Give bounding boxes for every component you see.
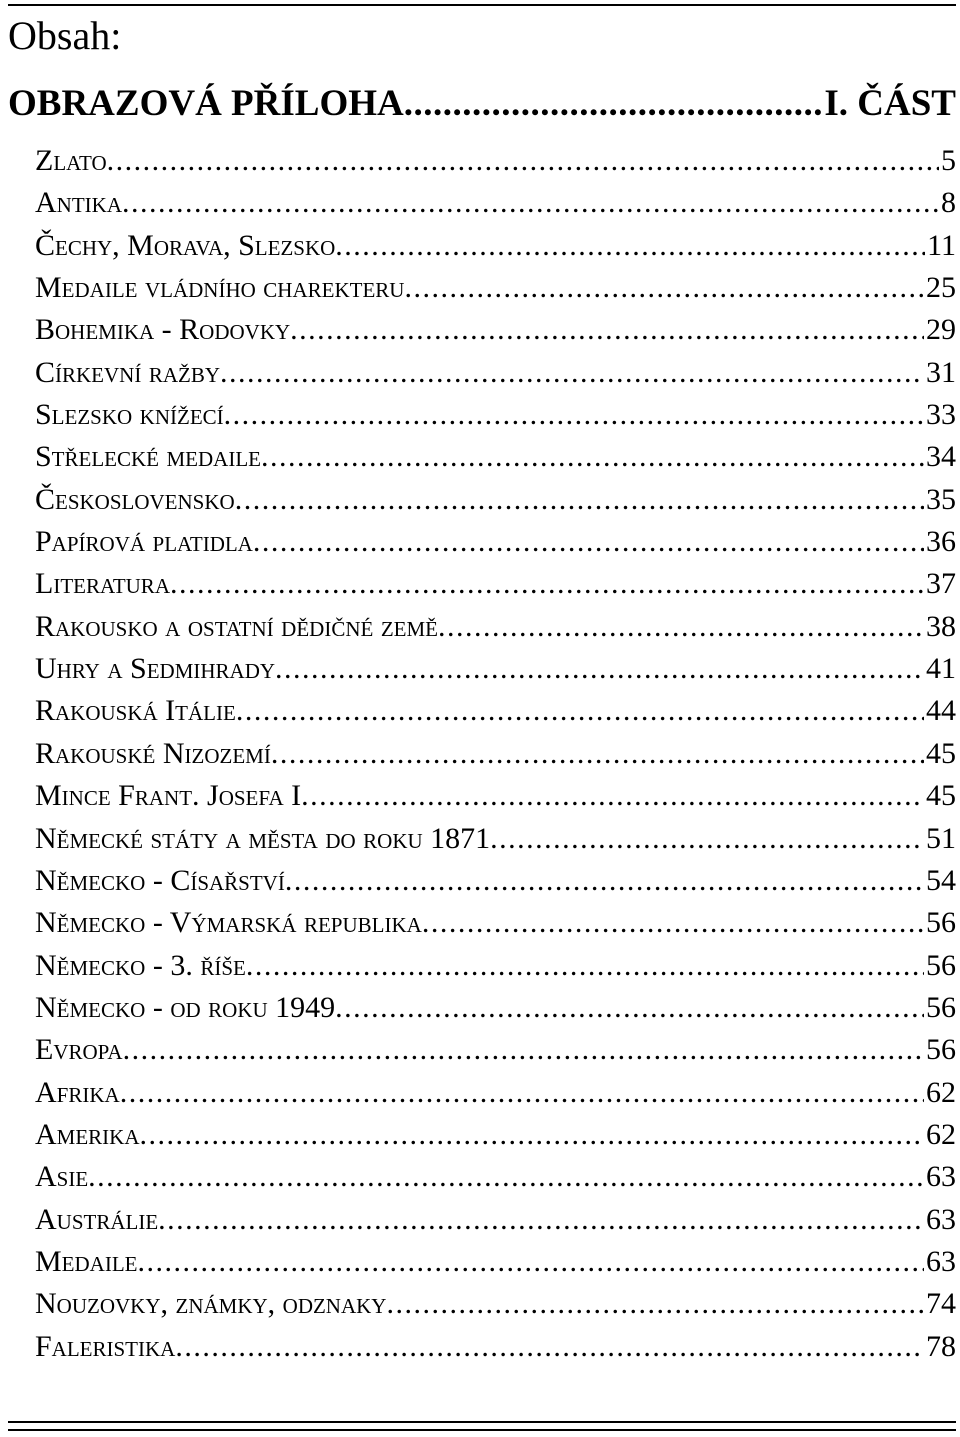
toc-entry[interactable] (35, 733, 956, 775)
toc-entry-page: 34 (926, 440, 956, 474)
toc-entry-title: Antika (35, 186, 122, 220)
toc-entry-title: Slezsko knížecí (35, 398, 224, 432)
toc-entry-page: 56 (926, 990, 956, 1024)
toc-entry-page: 25 (926, 271, 956, 305)
toc-entry-leader (235, 479, 924, 521)
toc-entry-title: Německo - Císařství (35, 863, 285, 897)
bottom-rule (8, 1421, 956, 1423)
toc-section-title: OBRAZOVÁ PŘÍLOHA (8, 83, 404, 124)
toc-entry[interactable] (35, 182, 956, 224)
toc-entry-leader (175, 1326, 924, 1368)
toc-entry[interactable] (35, 987, 956, 1029)
toc-entry-page: 63 (926, 1244, 956, 1278)
toc-entry-page: 63 (926, 1160, 956, 1194)
toc-entry-title: Nouzovky, známky, odznaky (35, 1287, 387, 1321)
toc-entry-title: Afrika (35, 1075, 120, 1109)
toc-entry[interactable] (35, 1156, 956, 1198)
toc-entry[interactable] (35, 267, 956, 309)
toc-entry[interactable] (35, 563, 956, 605)
toc-entry-title: Církevní ražby (35, 355, 220, 389)
toc-entry-title: Austrálie (35, 1202, 159, 1236)
toc-entry-page: 56 (926, 1033, 956, 1067)
toc-list (35, 140, 956, 1368)
toc-entry[interactable] (35, 775, 956, 817)
toc-section-leader (404, 78, 823, 130)
toc-entry-title: Bohemika - Rodovky (35, 313, 291, 347)
toc-entry-title: Rakouské Nizozemí (35, 736, 271, 770)
toc-entry[interactable] (35, 648, 956, 690)
toc-entry-leader (335, 225, 925, 267)
toc-entry-title: Střelecké medaile (35, 440, 261, 474)
toc-entry-page: 51 (926, 821, 956, 855)
toc-entry-page: 62 (926, 1117, 956, 1151)
toc-entry-leader (107, 140, 939, 182)
toc-entry[interactable] (35, 352, 956, 394)
toc-entry-leader (170, 563, 924, 605)
toc-entry[interactable] (35, 1283, 956, 1325)
toc-entry[interactable] (35, 690, 956, 732)
toc-entry[interactable] (35, 309, 956, 351)
toc-entry[interactable] (35, 1114, 956, 1156)
toc-entry[interactable] (35, 521, 956, 563)
toc-entry-title: Papírová platidla (35, 525, 253, 559)
toc-entry-title: Rakouská Itálie (35, 694, 236, 728)
toc-entry[interactable] (35, 860, 956, 902)
toc-entry-page: 74 (926, 1287, 956, 1321)
toc-entry-title: Československo (35, 482, 235, 516)
toc-entry-leader (290, 309, 924, 351)
toc-entry-leader (88, 1156, 924, 1198)
toc-entry-leader (271, 733, 924, 775)
toc-entry-title: Německo - Výmarská republika (35, 906, 422, 940)
toc-entry-page: 78 (926, 1329, 956, 1363)
toc-entry-leader (404, 267, 924, 309)
toc-entry[interactable] (35, 479, 956, 521)
toc-entry-title: Mince Frant. Josefa I (35, 779, 302, 813)
toc-entry-page: 33 (926, 398, 956, 432)
toc-entry-page: 54 (926, 863, 956, 897)
toc-entry[interactable] (35, 902, 956, 944)
toc-entry[interactable] (35, 818, 956, 860)
toc-entry-leader (275, 648, 924, 690)
toc-entry-leader (158, 1199, 924, 1241)
toc-entry-title: Rakousko a ostatní dědičné země (35, 609, 438, 643)
toc-entry-leader (137, 1241, 924, 1283)
toc-entry-leader (220, 352, 924, 394)
toc-entry-title: Německo - 3. říše (35, 948, 246, 982)
toc-entry-title: Německé státy a města do roku 1871 (35, 821, 491, 855)
toc-entry-page: 31 (926, 355, 956, 389)
toc-entry-page: 62 (926, 1075, 956, 1109)
toc-entry-page: 63 (926, 1202, 956, 1236)
toc-entry-leader (422, 902, 924, 944)
toc-entry-title: Uhry a Sedmihrady (35, 652, 276, 686)
toc-entry[interactable] (35, 1199, 956, 1241)
toc-entry[interactable] (35, 1072, 956, 1114)
toc-entry-title: Amerika (35, 1117, 140, 1151)
toc-entry[interactable] (35, 1326, 956, 1368)
top-rule (8, 4, 956, 6)
toc-entry-title: Literatura (35, 567, 170, 601)
page-title: Obsah: (8, 13, 122, 58)
toc-entry-title: Zlato (35, 144, 107, 177)
toc-entry[interactable] (35, 606, 956, 648)
bottom-rule (8, 1429, 956, 1431)
toc-entry-leader (253, 521, 924, 563)
toc-entry-page: 8 (941, 186, 956, 220)
toc-entry-leader (335, 987, 924, 1029)
toc-entry[interactable] (35, 225, 956, 267)
toc-entry-leader (224, 394, 924, 436)
toc-entry-title: Čechy, Morava, Slezsko (35, 228, 336, 262)
toc-entry-leader (123, 1029, 924, 1071)
toc-entry-leader (438, 606, 924, 648)
toc-entry-title: Evropa (35, 1033, 123, 1067)
toc-entry-title: Německo - od roku 1949 (35, 990, 336, 1024)
toc-entry-leader (236, 690, 924, 732)
toc-entry-leader (285, 860, 924, 902)
toc-entry-title: Asie (35, 1160, 89, 1194)
toc-entry[interactable] (35, 394, 956, 436)
toc-entry[interactable] (35, 945, 956, 987)
toc-entry-leader (140, 1114, 925, 1156)
toc-entry-page: 45 (926, 736, 956, 770)
toc-entry-page: 11 (927, 228, 956, 262)
toc-entry[interactable] (35, 1241, 956, 1283)
toc-entry-title: Medaile (35, 1244, 138, 1278)
toc-entry-page: 56 (926, 906, 956, 940)
toc-entry-page: 38 (926, 609, 956, 643)
toc-section-page: I. ČÁST (824, 83, 956, 124)
toc-entry-title: Faleristika (35, 1329, 176, 1363)
toc-entry-leader (122, 182, 939, 224)
toc-entry-leader (301, 775, 924, 817)
toc-entry-page: 36 (926, 525, 956, 559)
toc-entry[interactable] (35, 140, 956, 182)
toc-entry-page: 5 (941, 144, 956, 177)
toc-entry-leader (246, 945, 924, 987)
toc-entry-leader (120, 1072, 924, 1114)
toc-entry-title: Medaile vládního charekteru (35, 271, 405, 305)
toc-entry-page: 44 (926, 694, 956, 728)
toc-entry[interactable] (35, 436, 956, 478)
toc-section-row[interactable] (8, 78, 956, 130)
toc-entry-leader (261, 436, 924, 478)
toc-entry-page: 56 (926, 948, 956, 982)
toc-entry-page: 41 (926, 652, 956, 686)
toc-entry-page: 45 (926, 779, 956, 813)
toc-entry-leader (386, 1283, 924, 1325)
toc-entry[interactable] (35, 1029, 956, 1071)
toc-entry-page: 37 (926, 567, 956, 601)
toc-entry-page: 29 (926, 313, 956, 347)
toc-entry-page: 35 (926, 482, 956, 516)
toc-entry-leader (490, 818, 924, 860)
